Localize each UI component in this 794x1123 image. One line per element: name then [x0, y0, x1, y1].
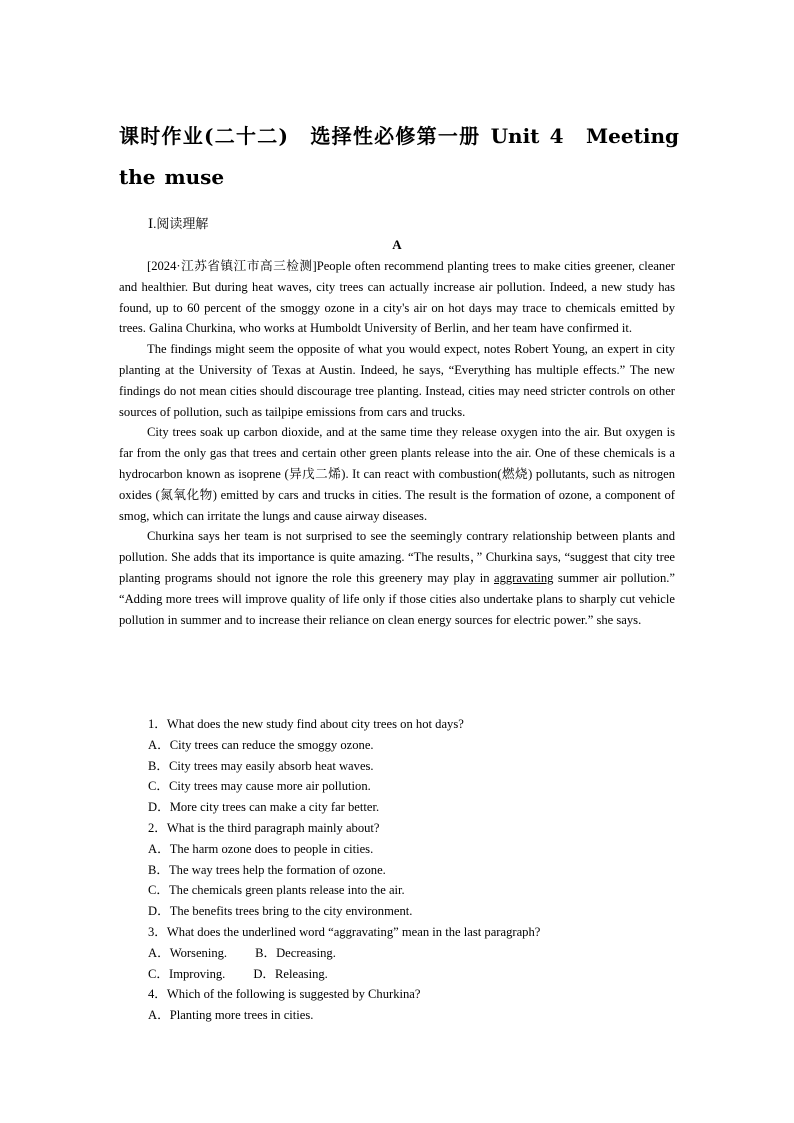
paragraph-4-text-start: Churkina says her team is not surprised to see the seemingly contrary relationship between plants and pollution. She adds that its importance is quite amazing. “The results，” Churkina says, “suggest that city tree planting programs should not ignore the role this greenery may play in [119, 529, 675, 585]
question-4: 4．Which of the following is suggested by Churkina? [148, 987, 421, 1002]
option-2c: C．The chemicals green plants release into the air. [148, 883, 405, 898]
option-1a: A．City trees can reduce the smoggy ozone. [148, 737, 374, 752]
option-3c: C．Improving. [148, 966, 226, 981]
option-2b: B．The way trees help the formation of ozone. [148, 862, 386, 877]
option-2d: D．The benefits trees bring to the city environment. [148, 904, 413, 919]
question-1: 1．What does the new study find about city trees on hot days? [148, 717, 464, 731]
passage-label: A [392, 237, 402, 252]
paragraph-1: [2024·江苏省镇江市高三检测]People often recommend planting trees to make cities greener, cleaner and healthier. But during heat waves, city trees can actually increase air pollution. Indeed, a new study has found, up to 60 percent of the smoggy ozone in a city's air on hot days may trace to chemicals emitted by trees. Galina Churkina, who works at Humboldt University of Berlin, and her team have confirmed it. [119, 259, 675, 336]
passage-body [119, 256, 675, 630]
paragraph-4 [119, 526, 675, 630]
options-3-row-1 [148, 943, 668, 964]
option-1d: D．More city trees can make a city far better. [148, 800, 380, 815]
paragraph-4-text-end: summer air pollution.” “Adding more trees will improve quality of life only if those cities also undertake plans to sharply cut vehicle pollution in summer and to increase their reliance on clean energy sources for electric power.” she says. [119, 570, 675, 627]
option-3b: B．Decreasing. [255, 945, 336, 960]
paragraph-3: City trees soak up carbon dioxide, and at the same time they release oxygen into the air. But oxygen is far from the only gas that trees and certain other green plants release into the air. One of these chemicals is a hydrocarbon known as isoprene (异戊二烯). It can react with combustion(燃烧) pollutants, such as nitrogen oxides (氮氧化物) emitted by cars and trucks in cities. The result is the formation of ozone, a component of smog, which can irritate the lungs and cause airway diseases. [119, 425, 675, 523]
option-3d: D．Releasing. [253, 966, 328, 981]
option-1c: C．City trees may cause more air pollution. [148, 779, 371, 794]
question-3: 3．What does the underlined word “aggravating” mean in the last paragraph? [148, 924, 541, 939]
question-2: 2．What is the third paragraph mainly about? [148, 820, 380, 835]
underlined-word: aggravating [493, 570, 554, 585]
option-2a: A．The harm ozone does to people in cities. [148, 841, 374, 856]
page-title: 课时作业(二十二) 选择性必修第一册 Unit 4 Meeting the muse [119, 124, 679, 189]
questions [148, 714, 668, 1026]
section-heading: Ⅰ.阅读理解 [148, 216, 209, 231]
option-3a: A．Worsening. [148, 945, 228, 960]
paragraph-2: The findings might seem the opposite of what you would expect, notes Robert Young, an expert in city planting at the University of Texas at Austin. Indeed, he says, “Everything has multiple effects.” The new findings do not mean cities should discourage tree planting. Instead, cities may need stricter controls on other sources of pollution, such as tailpipe emissions from cars and trucks. [119, 342, 675, 419]
options-3-row-2 [148, 964, 668, 985]
option-1b: B．City trees may easily absorb heat waves. [148, 758, 374, 773]
option-4a: A．Planting more trees in cities. [148, 1008, 314, 1023]
